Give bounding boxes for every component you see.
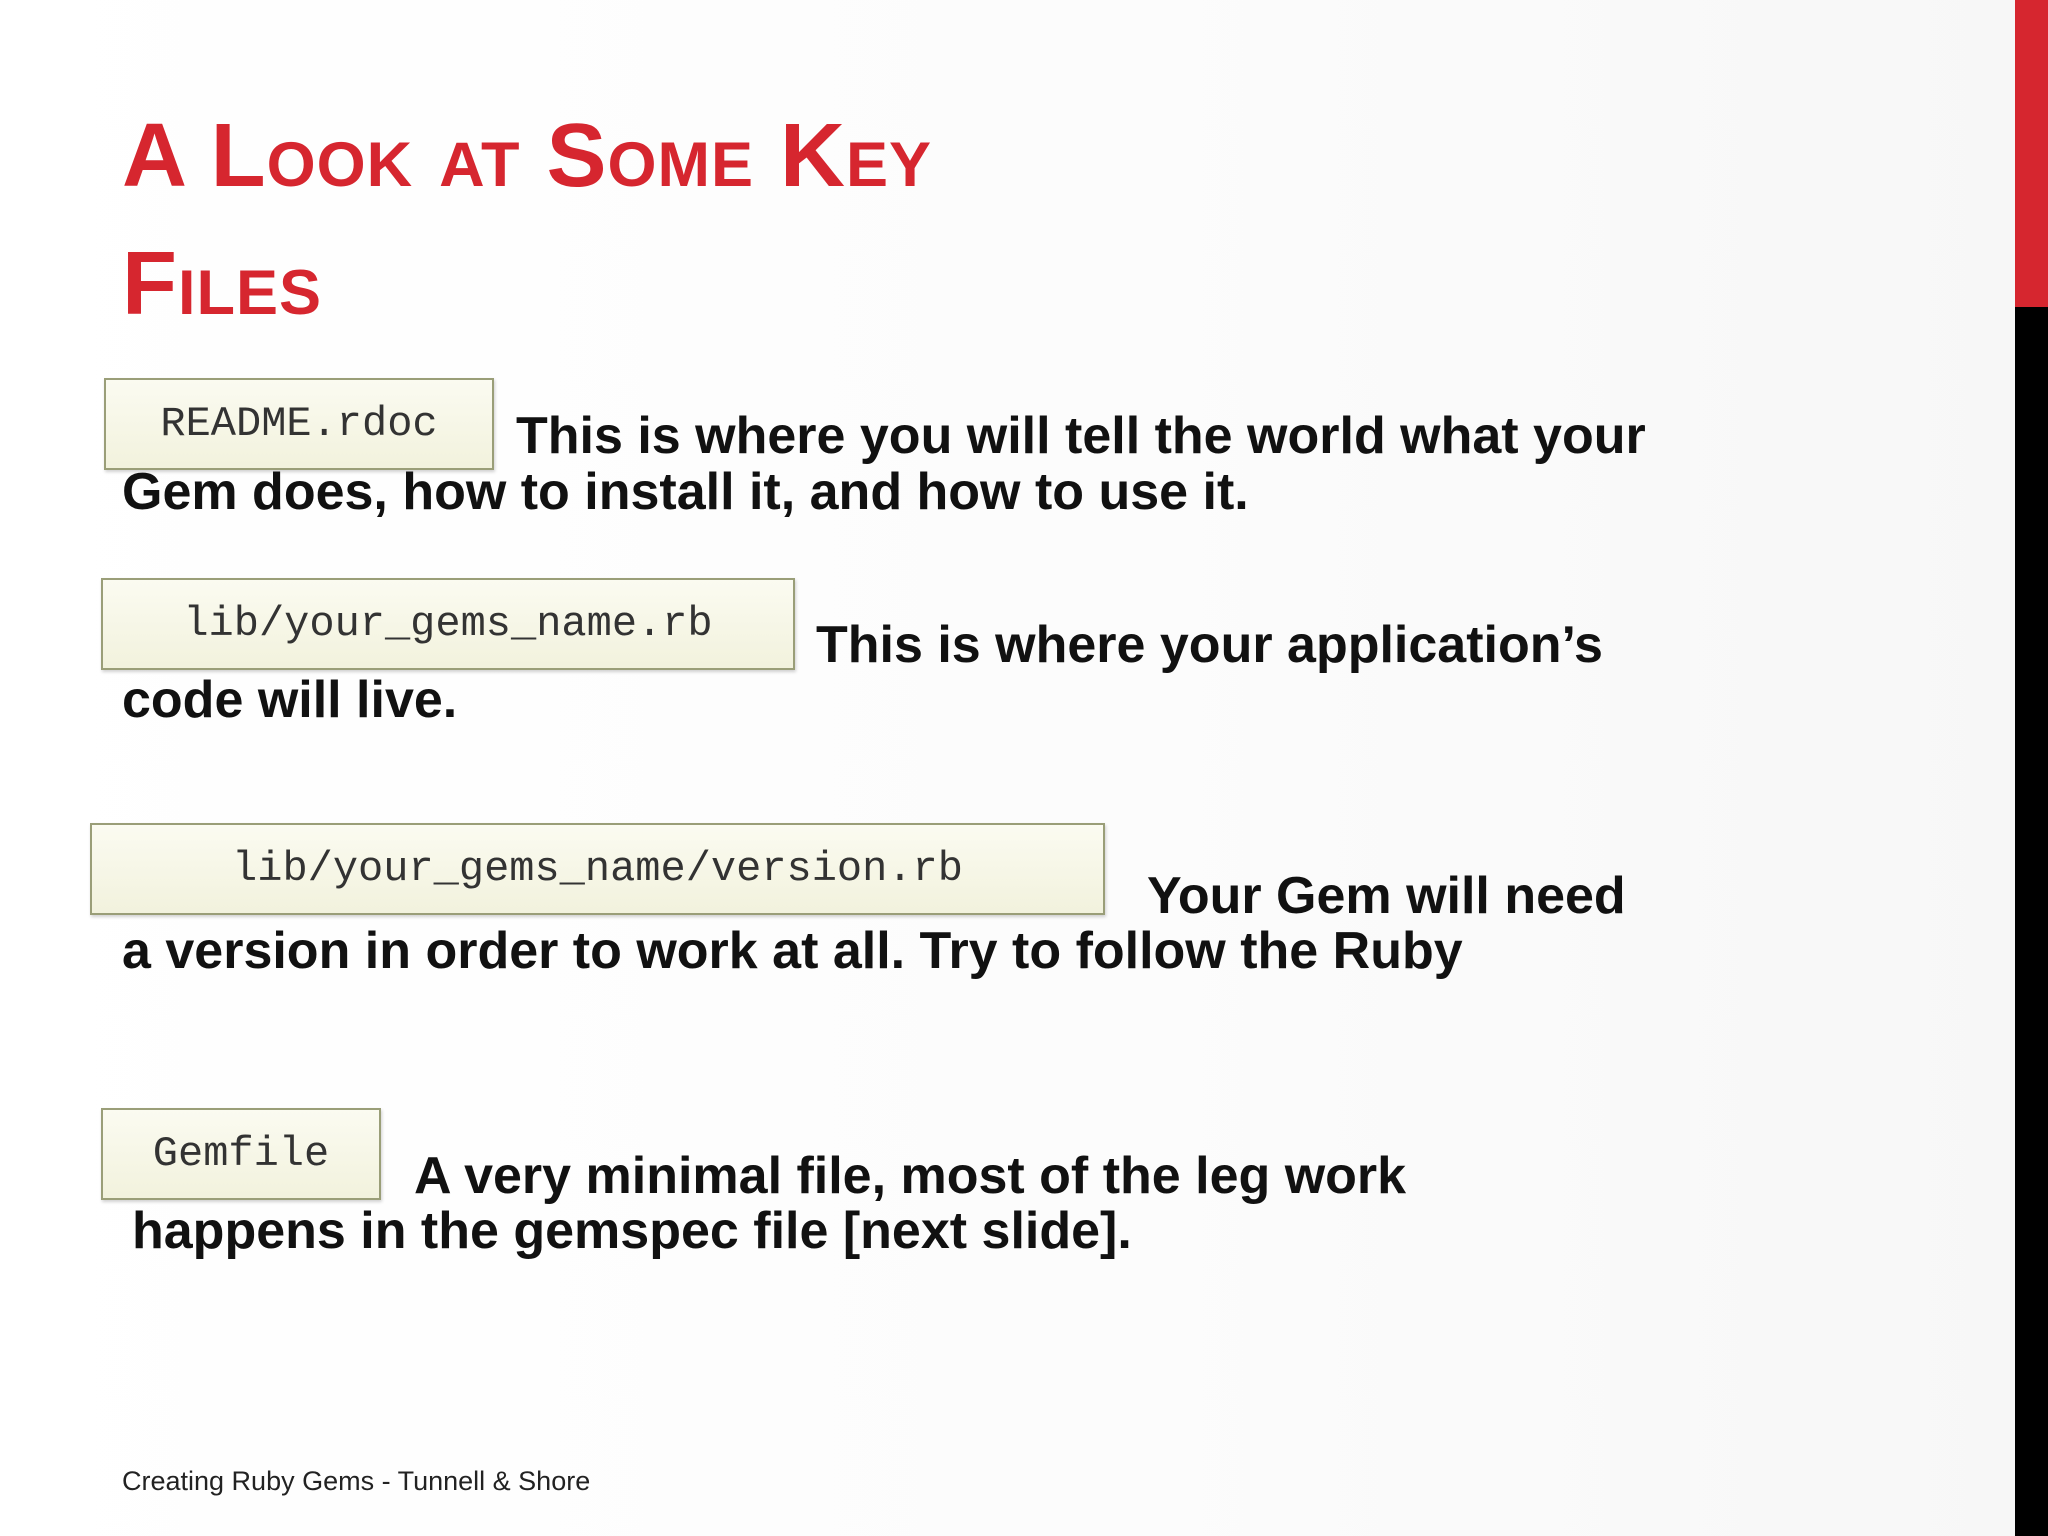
gemfile-description-line2: happens in the gemspec file [next slide]. (132, 1202, 1132, 1260)
version-description-line1: Your Gem will need (1147, 867, 1626, 925)
gemfile-description-line1: A very minimal file, most of the leg work (414, 1147, 1407, 1205)
slide-title-line2: Files (122, 234, 323, 334)
readme-description-line2: Gem does, how to install it, and how to use it. (122, 463, 1249, 521)
main-lib-description-line1: This is where your application’s (816, 616, 1603, 674)
accent-bar-red (2015, 0, 2048, 307)
code-box-main-lib: lib/your_gems_name.rb (101, 578, 795, 670)
slide-title-line1: A Look at Some Key (122, 106, 933, 206)
accent-bar-black (2015, 307, 2048, 1536)
slide-title (122, 92, 1302, 348)
readme-description-line1: This is where you will tell the world what your (516, 407, 1646, 465)
main-lib-description-line2: code will live. (122, 671, 458, 729)
code-box-readme: README.rdoc (104, 378, 494, 470)
code-box-gemfile: Gemfile (101, 1108, 381, 1200)
version-description-line2: a version in order to work at all. Try to follow the Ruby (122, 922, 1463, 980)
code-box-version: lib/your_gems_name/version.rb (90, 823, 1105, 915)
slide-footer: Creating Ruby Gems - Tunnell & Shore (122, 1466, 591, 1496)
